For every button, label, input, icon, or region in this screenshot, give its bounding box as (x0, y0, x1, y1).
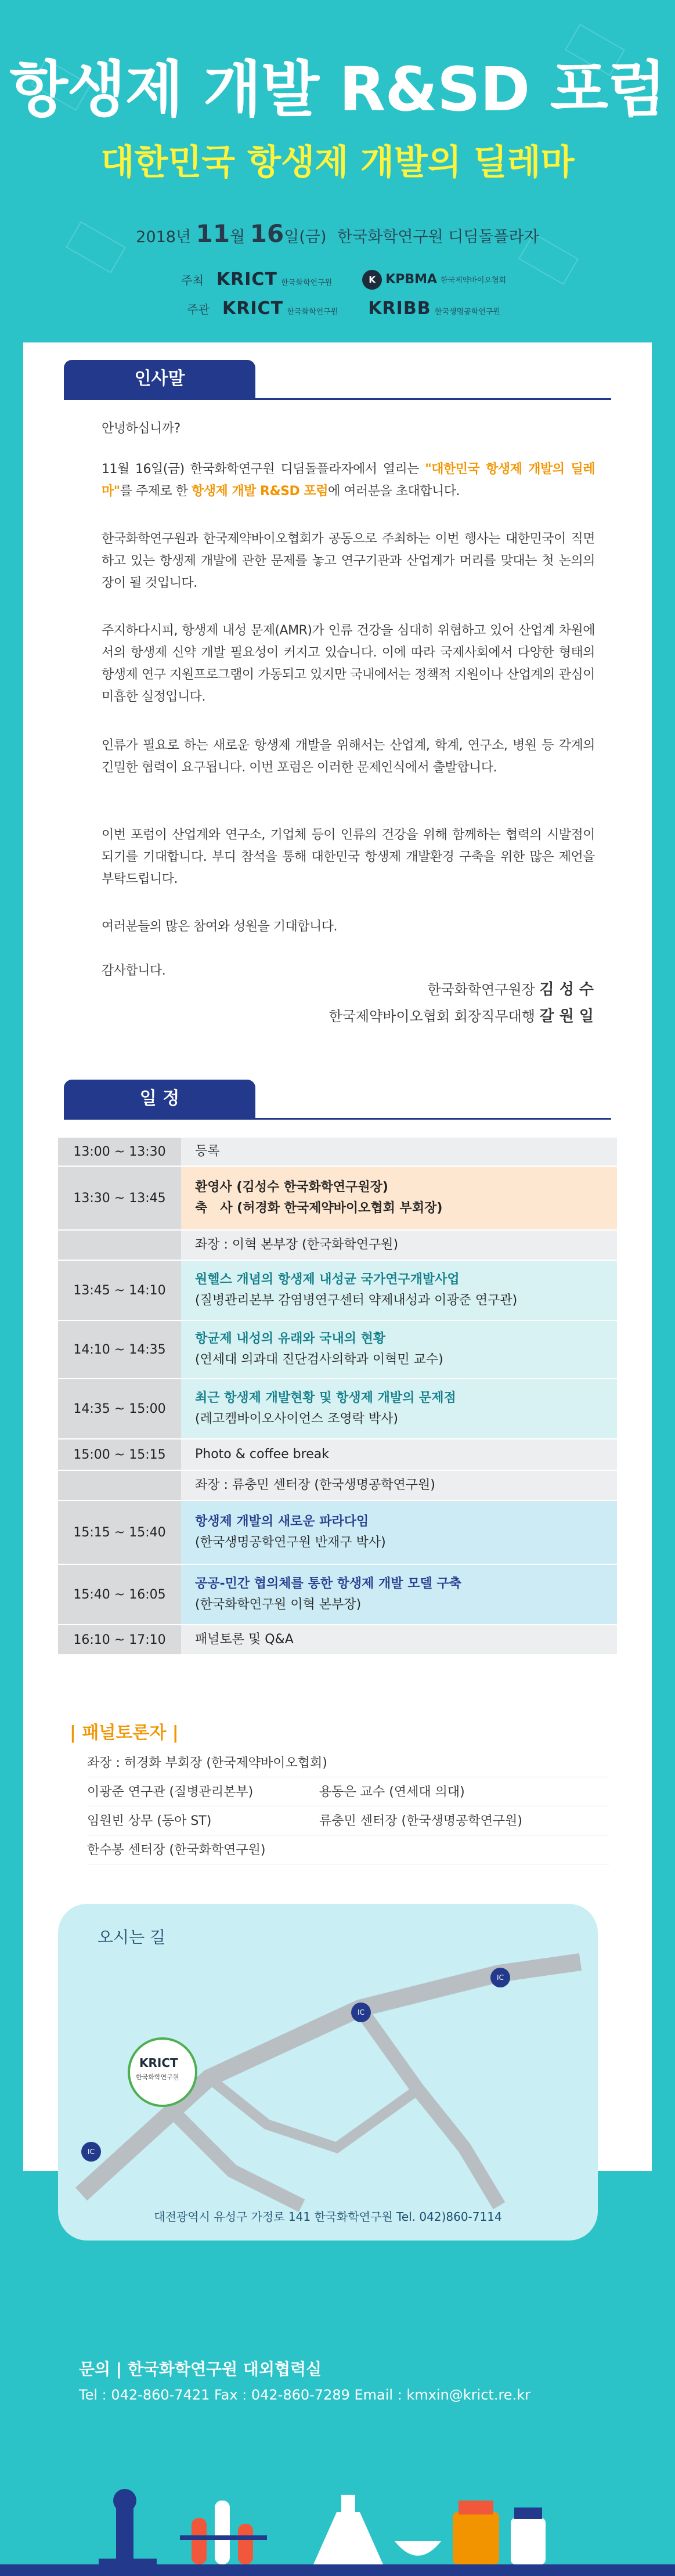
kribb-logo: KRIBB 한국생명공학연구원 (368, 298, 500, 319)
ic-marker-icon: IC (81, 2142, 101, 2162)
schedule-chair: 좌장 : 류충민 센터장 (한국생명공학연구원) (181, 1471, 617, 1500)
schedule-table (58, 1138, 617, 1655)
schedule-time: 13:00 ~ 13:30 (58, 1138, 181, 1166)
schedule-item: 항생제 개발의 새로운 파라다임 (한국생명공학연구원 반재구 박사) (181, 1501, 617, 1564)
greeting-p7: 여러분들의 많은 참여와 성원을 기대합니다. (102, 919, 338, 934)
schedule-time: 14:35 ~ 15:00 (58, 1379, 181, 1438)
ic-marker-icon: IC (351, 2003, 371, 2022)
schedule-time (58, 1231, 181, 1260)
date-month: 11 (196, 219, 230, 248)
host-row (0, 269, 675, 290)
panel-chair: 좌장 : 허경화 부회장 (한국제약바이오협회) (87, 1753, 609, 1777)
schedule-tab: 일 정 (64, 1080, 255, 1118)
kpbma-emblem-icon: K (362, 270, 382, 290)
pill-bottle-icon (511, 2508, 546, 2564)
schedule-time: 13:30 ~ 13:45 (58, 1167, 181, 1229)
schedule-time: 16:10 ~ 17:10 (58, 1625, 181, 1654)
panel-row (87, 1782, 609, 1806)
schedule-row (58, 1231, 617, 1261)
greeting-tab: 인사말 (64, 360, 255, 398)
kpbma-logo: K KPBMA 한국제약바이오협회 (362, 270, 506, 290)
schedule-row (58, 1167, 617, 1231)
ic-marker-icon: IC (490, 1968, 510, 1987)
schedule-row (58, 1501, 617, 1565)
schedule-item: 등록 (181, 1138, 617, 1166)
schedule-item: 원헬스 개념의 항생제 내성균 국가연구개발사업 (질병관리본부 감염병연구센터 약제내성과 이광준 연구관) (181, 1261, 617, 1320)
medicine-bottle-icon (453, 2501, 499, 2564)
divider (64, 398, 611, 400)
date-year: 2018년 (136, 228, 192, 246)
schedule-item: 환영사 (김성수 한국화학연구원장) 축 사 (허경화 한국제약바이오협회 부회장) (181, 1167, 617, 1229)
event-date (0, 219, 675, 248)
signature: 한국화학연구원장 김 성 수 한국제약바이오협회 회장직무대행 갈 원 일 (329, 981, 594, 1025)
panel-row (87, 1811, 609, 1835)
krict-map-label: 한국화학연구원 (136, 2073, 179, 2081)
schedule-item: 패널토론 및 Q&A (181, 1625, 617, 1654)
schedule-row (58, 1565, 617, 1625)
schedule-row (58, 1471, 617, 1501)
greeting-p2: 11월 16일(금) 한국화학연구원 디딤돌플라자에서 열리는 "대한민국 항생제 개발의 딜레마"를 주제로 한 항생제 개발 R&SD 포럼에 여러분을 초대합니다. (102, 462, 595, 499)
greeting-p3: 한국화학연구원과 한국제약바이오협회가 공동으로 주최하는 이번 행사는 대한민국이 직면하고 있는 항생제 개발에 관한 문제를 놓고 연구기관과 산업계가 머리를 맞대는 첫 논의의 장이 될 것입니다. (102, 532, 595, 590)
panel-member: 용동은 교수 (연세대 의대) (319, 1785, 465, 1799)
lab-illustration (0, 2460, 675, 2576)
panel-member: 이광준 연구관 (질병관리본부) (87, 1785, 254, 1799)
date-day-suffix: 일(금) (284, 228, 327, 246)
panel-member: 류충민 센터장 (한국생명공학연구원) (319, 1814, 522, 1828)
panel-member: 한수봉 센터장 (한국화학연구원) (87, 1843, 266, 1857)
greeting-p6: 이번 포럼이 산업계와 연구소, 기업체 등이 인류의 건강을 위해 함께하는 협력의 시발점이 되기를 기대합니다. 부디 참석을 통해 대한민국 항생제 개발환경 구축을 위한 많은 제언을 부탁드립니다. (102, 828, 595, 886)
content-panel (23, 342, 652, 2224)
schedule-time: 15:15 ~ 15:40 (58, 1501, 181, 1564)
panel-row (87, 1840, 609, 1864)
date-month-suffix: 월 (230, 228, 246, 246)
test-tubes-icon (180, 2501, 267, 2564)
schedule-row (58, 1439, 617, 1471)
divider (64, 1118, 611, 1120)
header (0, 0, 675, 319)
schedule-time: 13:45 ~ 14:10 (58, 1261, 181, 1320)
schedule-time (58, 1471, 181, 1500)
venue: 한국화학연구원 디딤돌플라자 (337, 228, 539, 246)
page-subtitle: 대한민국 항생제 개발의 딜레마 (100, 142, 575, 183)
page-title: 항생제 개발 R&SD 포럼 (9, 54, 666, 125)
greeting-p4: 주지하다시피, 항생제 내성 문제(AMR)가 인류 건강을 심대히 위협하고 있어 산업계 차원에서의 항생제 신약 개발 필요성이 커지고 있습니다. 이에 따라 국제사회에서 다양한 형태의 항생제 연구 지원프로그램이 가동되고 있지만 국내에서는 정책적 지원이나 산업계의 관심이 미흡한 실정입니다. (102, 623, 595, 704)
schedule-item: 항균제 내성의 유래와 국내의 현황 (연세대 의과대 진단검사의학과 이혁민 교수) (181, 1321, 617, 1378)
schedule-time: 15:00 ~ 15:15 (58, 1439, 181, 1470)
map-address: 대전광역시 유성구 가정로 141 한국화학연구원 Tel. 042)860-7114 (154, 2210, 502, 2224)
organizer-label: 주관 (187, 302, 210, 316)
schedule-chair: 좌장 : 이혁 본부장 (한국화학연구원) (181, 1231, 617, 1260)
krict-logo: KRICT 한국화학연구원 (222, 298, 338, 319)
schedule-row (58, 1625, 617, 1655)
greeting-p5: 인류가 필요로 하는 새로운 항생제 개발을 위해서는 산업계, 학계, 연구소, 병원 등 각계의 긴밀한 협력이 요구됩니다. 이번 포럼은 이러한 문제인식에서 출발합니다. (102, 738, 595, 775)
schedule-item: Photo & coffee break (181, 1439, 617, 1470)
schedule-item: 최근 항생제 개발현황 및 항생제 개발의 문제점 (레고켐바이오사이언스 조영락 박사) (181, 1379, 617, 1438)
schedule-row (58, 1138, 617, 1167)
contact-info: Tel : 042-860-7421 Fax : 042-860-7289 Email : kmxin@krict.re.kr (79, 2387, 530, 2403)
schedule-row (58, 1321, 617, 1379)
organizer-row (0, 298, 675, 319)
flask-icon (313, 2495, 383, 2564)
microscope-icon (99, 2489, 157, 2566)
panel-member: 임원빈 상무 (동아 ST) (87, 1814, 212, 1828)
krict-map-marker: KRICT (139, 2056, 178, 2070)
schedule-item: 공공-민간 협의체를 통한 항생제 개발 모델 구축 (한국화학연구원 이혁 본부장) (181, 1565, 617, 1624)
greeting-p8: 감사합니다. (102, 964, 166, 978)
panel-title: | 패널토론자 | (70, 1723, 179, 1743)
host-label: 주최 (181, 273, 204, 287)
schedule-row (58, 1261, 617, 1321)
schedule-row (58, 1379, 617, 1439)
krict-logo: KRICT 한국화학연구원 (216, 269, 333, 290)
date-day: 16 (250, 219, 284, 248)
schedule-time: 14:10 ~ 14:35 (58, 1321, 181, 1378)
map-title: 오시는 길 (98, 1928, 166, 1947)
mortar-icon (395, 2541, 441, 2556)
schedule-time: 15:40 ~ 16:05 (58, 1565, 181, 1624)
contact-title: 문의 | 한국화학연구원 대외협력실 (79, 2359, 322, 2379)
greeting-p1: 안녕하십니까? (102, 421, 181, 436)
location-map (58, 1904, 598, 2241)
